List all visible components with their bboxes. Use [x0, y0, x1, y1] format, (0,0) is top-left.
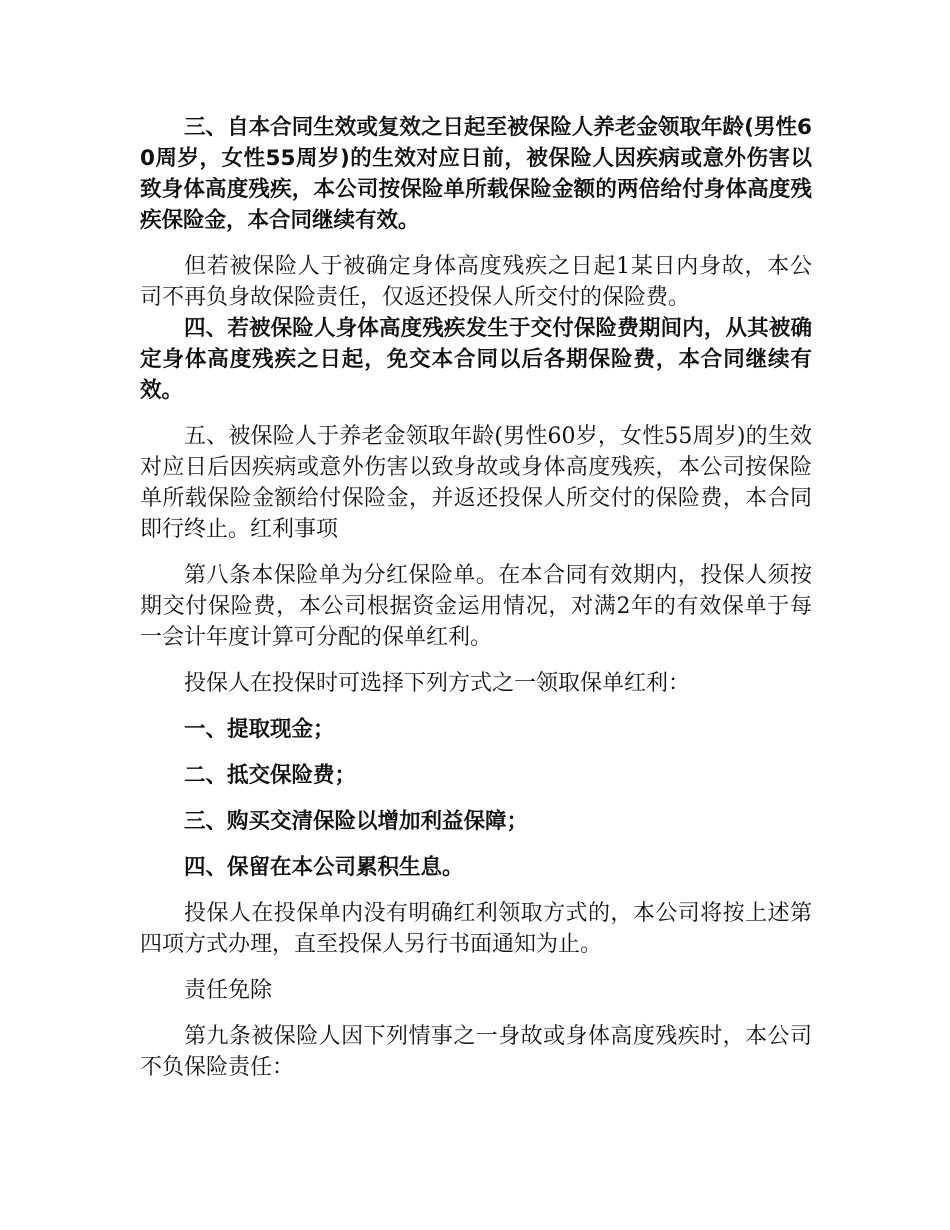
dividend-option-cash: 一、提取现金； [184, 717, 335, 742]
clause-5-pension-age-benefit: 五、被保险人于养老金领取年龄(男性60岁，女性55周岁)的生效对应日后因疾病或意外伤害以致身故或身体高度残疾，本公司按保险单所载保险金额给付保险金，并返还投保人所交付的保险费，本合同即行终止。红利事项 [140, 424, 812, 542]
clause-4-premium-waiver: 四、若被保险人身体高度残疾发生于交付保险费期间内，从其被确定身体高度残疾之日起，免交本合同以后各期保险费，本合同继续有效。 [140, 316, 812, 403]
dividend-option-premium-offset: 二、抵交保险费； [184, 763, 357, 788]
clause-3-disability-benefit: 三、自本合同生效或复效之日起至被保险人养老金领取年龄(男性60周岁，女性55周岁)的生效对应日前，被保险人因疾病或意外伤害以致身体高度残疾，本公司按保险单所载保险金额的两倍给付身体高度残疾保险金，本合同继续有效。 [140, 115, 812, 233]
dividend-default-method: 投保人在投保单内没有明确红利领取方式的，本公司将按上述第四项方式办理，直至投保人另行书面通知为止。 [140, 901, 812, 957]
article-8-dividend-policy: 第八条本保险单为分红保险单。在本合同有效期内，投保人须按期交付保险费，本公司根据资金运用情况，对满2年的有效保单于每一会计年度计算可分配的保单红利。 [140, 563, 812, 650]
dividend-option-accumulate-interest: 四、保留在本公司累积生息。 [184, 855, 464, 880]
dividend-options-intro: 投保人在投保时可选择下列方式之一领取保单红利： [184, 671, 691, 696]
clause-3-death-exception: 但若被保险人于被确定身体高度残疾之日起1某日内身故，本公司不再负身故保险责任，仅返还投保人所交付的保险费。 [140, 254, 812, 310]
section-heading-exclusions: 责任免除 [184, 978, 273, 1003]
article-9-exclusions: 第九条被保险人因下列情事之一身故或身体高度残疾时，本公司不负保险责任： [140, 1024, 812, 1080]
dividend-option-paid-up-insurance: 三、购买交清保险以增加利益保障； [184, 809, 529, 834]
document-body [140, 112, 812, 1098]
